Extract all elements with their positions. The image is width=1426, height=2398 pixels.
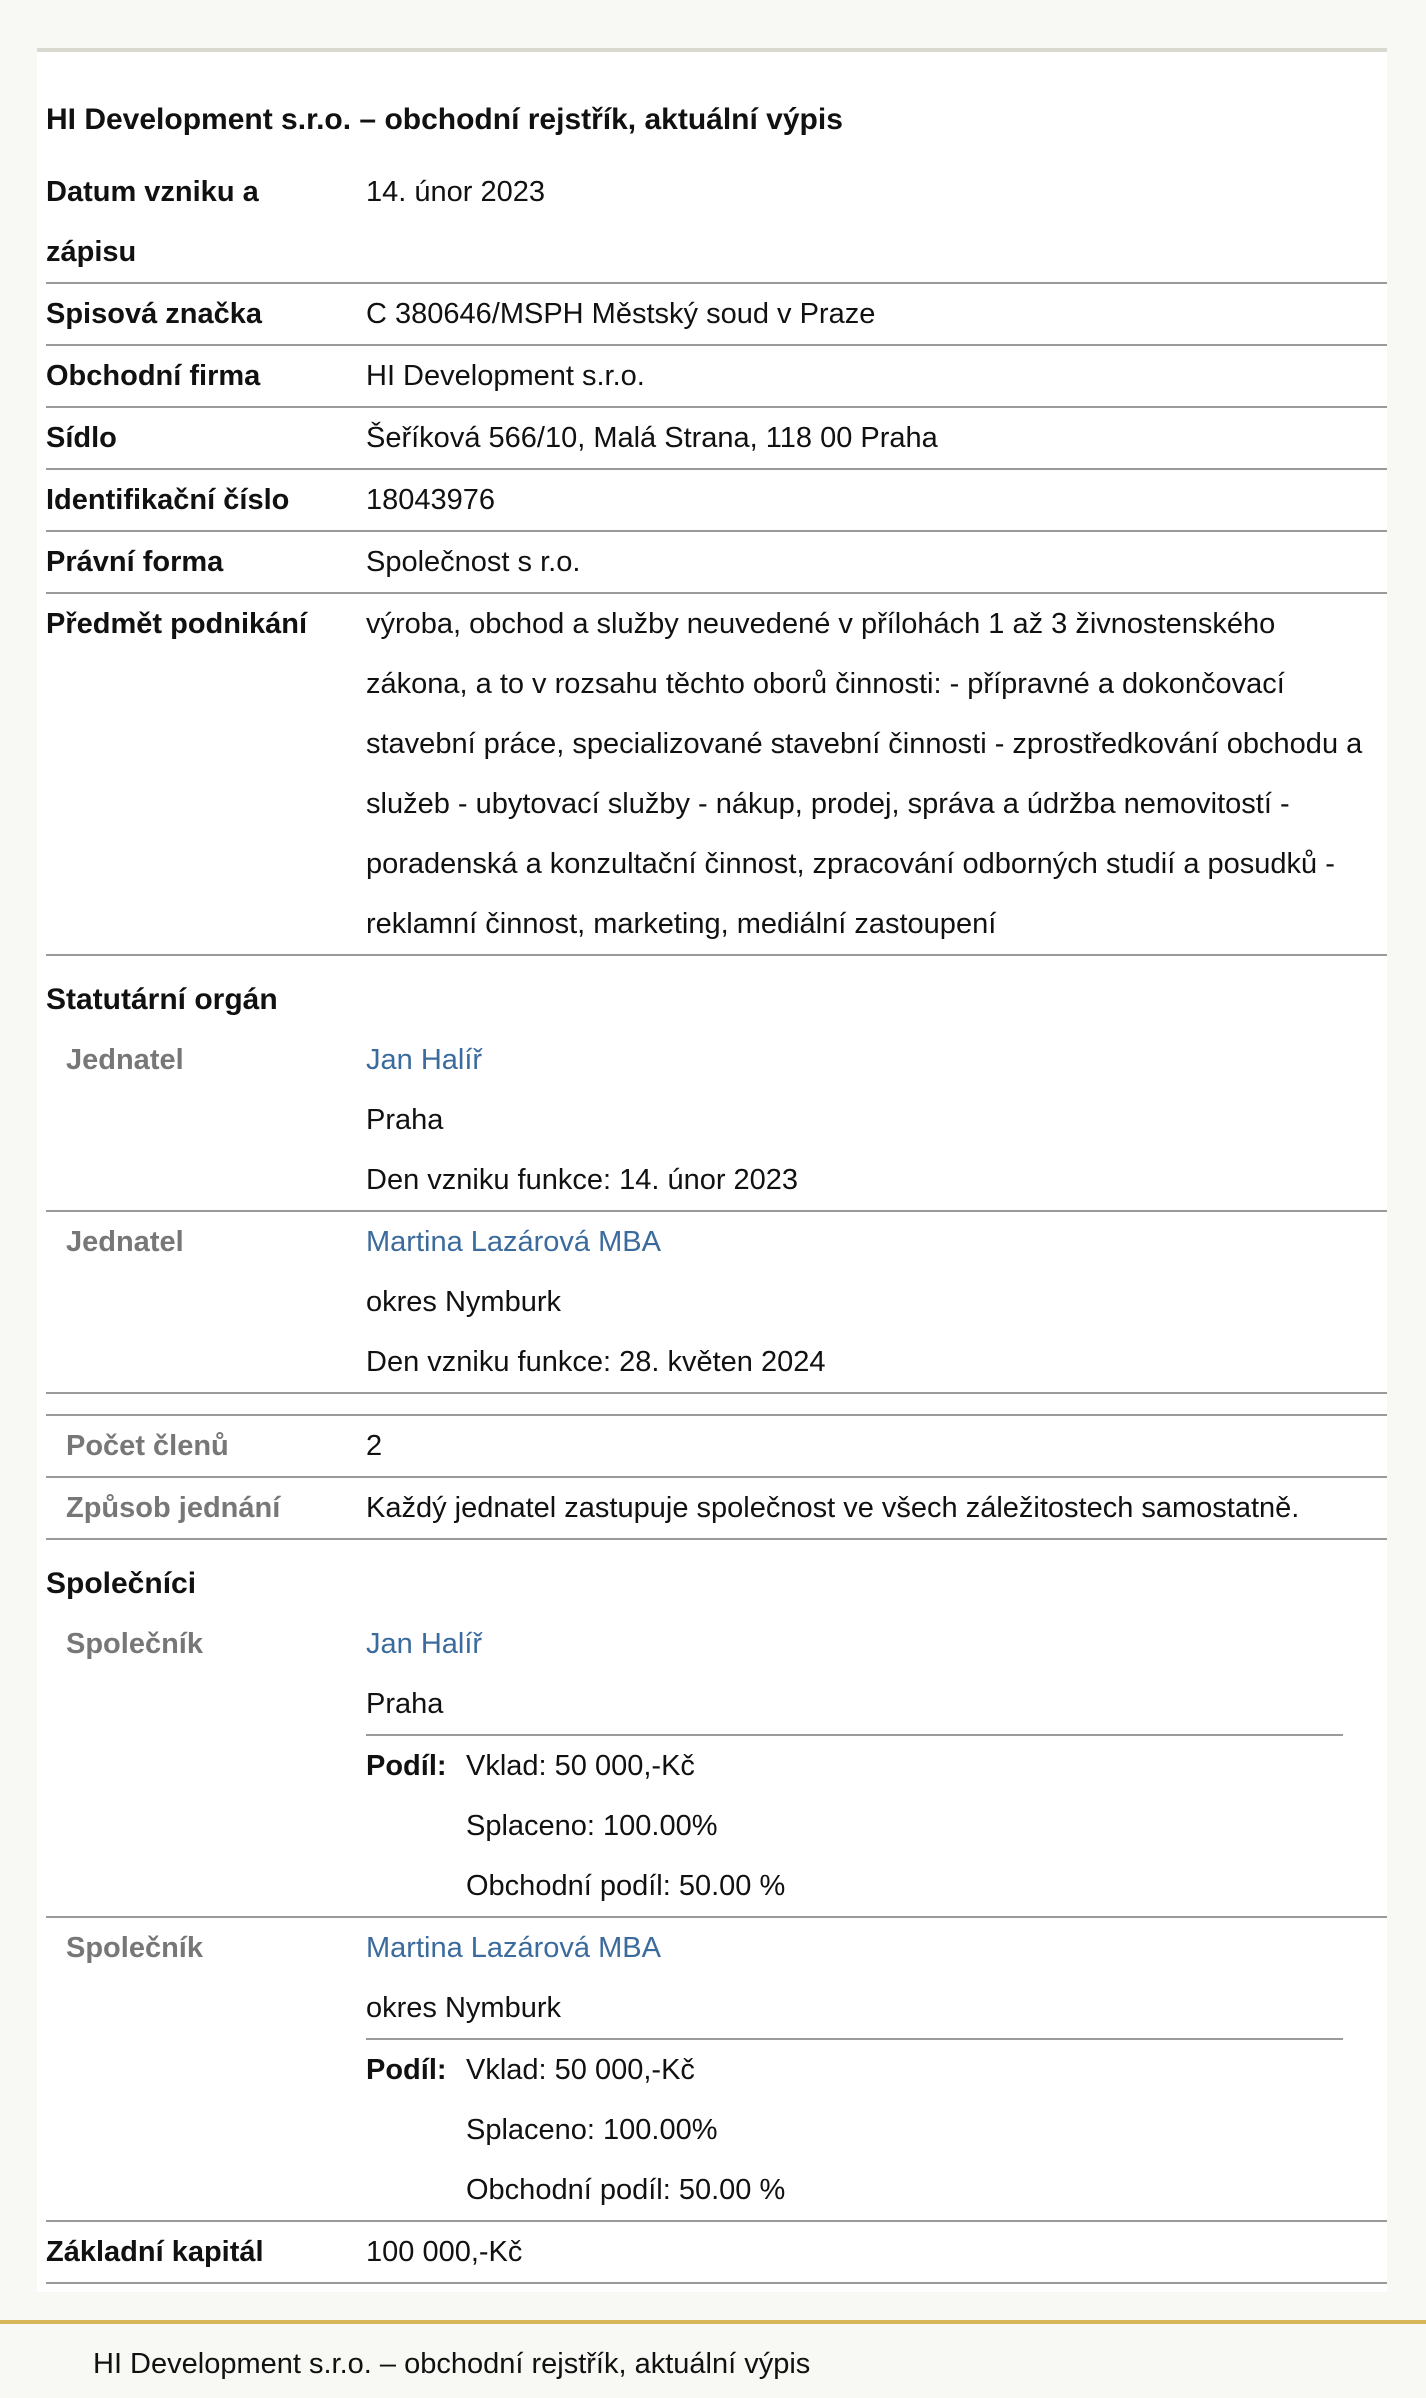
partners-heading: Společníci <box>46 1567 197 1600</box>
member-count-row <box>46 1414 1387 1478</box>
partner-share-block <box>366 2038 1343 2220</box>
partner-details <box>366 1614 1387 1916</box>
field-label: Sídlo <box>46 422 117 454</box>
member-count-value: 2 <box>366 1430 383 1462</box>
member-details <box>366 1212 1387 1392</box>
member-details <box>366 1030 1387 1210</box>
field-row-founding-date <box>46 162 1387 284</box>
partner-role: Společník <box>66 1932 203 1964</box>
footer-title: HI Development s.r.o. – obchodní rejstřík, aktuální výpis <box>93 2348 811 2380</box>
capital-value: 100 000,-Kč <box>366 2236 523 2268</box>
field-row-business-name <box>46 346 1387 408</box>
page-footer <box>0 2320 1426 2398</box>
page-title: HI Development s.r.o. – obchodní rejstřík, aktuální výpis <box>46 103 843 136</box>
field-row-seat <box>46 408 1387 470</box>
partner-share-block <box>366 1734 1343 1916</box>
partner-place: okres Nymburk <box>366 1992 561 2024</box>
field-label: Předmět podnikání <box>46 608 308 640</box>
share-values <box>466 1736 785 1916</box>
field-label: Datum vzniku a zápisu <box>46 176 259 268</box>
register-content <box>46 52 1387 2284</box>
share-paid: Splaceno: 100.00% <box>466 1810 718 1842</box>
partner-entry <box>46 1918 1387 2222</box>
field-value: Společnost s r.o. <box>366 546 581 578</box>
share-percent: Obchodní podíl: 50.00 % <box>466 2174 786 2206</box>
partner-entry <box>46 1614 1387 1918</box>
field-row-id-number <box>46 470 1387 532</box>
partner-name-link[interactable]: Jan Halíř <box>366 1628 483 1660</box>
field-label: Právní forma <box>46 546 224 578</box>
share-percent: Obchodní podíl: 50.00 % <box>466 1870 786 1902</box>
member-role: Jednatel <box>66 1226 184 1258</box>
share-deposit: Vklad: 50 000,-Kč <box>466 2054 695 2086</box>
member-since: Den vzniku funkce: 14. únor 2023 <box>366 1164 799 1196</box>
manner-value: Každý jednatel zastupuje společnost ve všech záležitostech samostatně. <box>366 1492 1300 1524</box>
field-value: Šeříková 566/10, Malá Strana, 118 00 Praha <box>366 422 938 454</box>
share-paid: Splaceno: 100.00% <box>466 2114 718 2146</box>
member-name-link[interactable]: Martina Lazárová MBA <box>366 1226 661 1258</box>
spacer <box>46 1394 1387 1414</box>
field-value: 14. únor 2023 <box>366 176 545 208</box>
member-count-label: Počet členů <box>66 1430 229 1462</box>
field-value: 18043976 <box>366 484 496 516</box>
field-row-file-number <box>46 284 1387 346</box>
partner-name-link[interactable]: Martina Lazárová MBA <box>366 1932 661 1964</box>
partner-role: Společník <box>66 1628 203 1660</box>
share-label: Podíl: <box>366 2054 447 2086</box>
statutory-member <box>46 1212 1387 1394</box>
member-place: okres Nymburk <box>366 1286 561 1318</box>
member-role: Jednatel <box>66 1044 184 1076</box>
share-label: Podíl: <box>366 1750 447 1782</box>
share-deposit: Vklad: 50 000,-Kč <box>466 1750 695 1782</box>
register-card <box>37 48 1387 2292</box>
member-name-link[interactable]: Jan Halíř <box>366 1044 483 1076</box>
field-label: Identifikační číslo <box>46 484 290 516</box>
partner-details <box>366 1918 1387 2220</box>
field-label: Spisová značka <box>46 298 262 330</box>
share-values <box>466 2040 785 2220</box>
manner-label: Způsob jednání <box>66 1492 281 1524</box>
field-row-legal-form <box>46 532 1387 594</box>
statutory-heading: Statutární orgán <box>46 983 278 1016</box>
member-since: Den vzniku funkce: 28. květen 2024 <box>366 1346 826 1378</box>
field-label: Obchodní firma <box>46 360 261 392</box>
partner-place: Praha <box>366 1688 444 1720</box>
field-value: výroba, obchod a služby neuvedené v přílohách 1 až 3 živnostenského zákona, a to v rozsahu těchto oborů činnosti: - přípravné a dokončovací stavební práce, specializované stavební činnosti - zprostředkování obchodu a služeb - ubytovací služby - nákup, prodej, správa a údržba nemovitostí - poradenská a konzultační činnost, zpracování odborných studií a posudků - reklamní činnost, marketing, mediální zastoupení <box>366 608 1363 940</box>
capital-label: Základní kapitál <box>46 2236 264 2268</box>
field-row-capital <box>46 2222 1387 2284</box>
field-row-business-scope <box>46 594 1387 956</box>
field-value: C 380646/MSPH Městský soud v Praze <box>366 298 876 330</box>
statutory-member <box>46 1030 1387 1212</box>
manner-row <box>46 1478 1387 1540</box>
member-place: Praha <box>366 1104 444 1136</box>
field-value: HI Development s.r.o. <box>366 360 645 392</box>
